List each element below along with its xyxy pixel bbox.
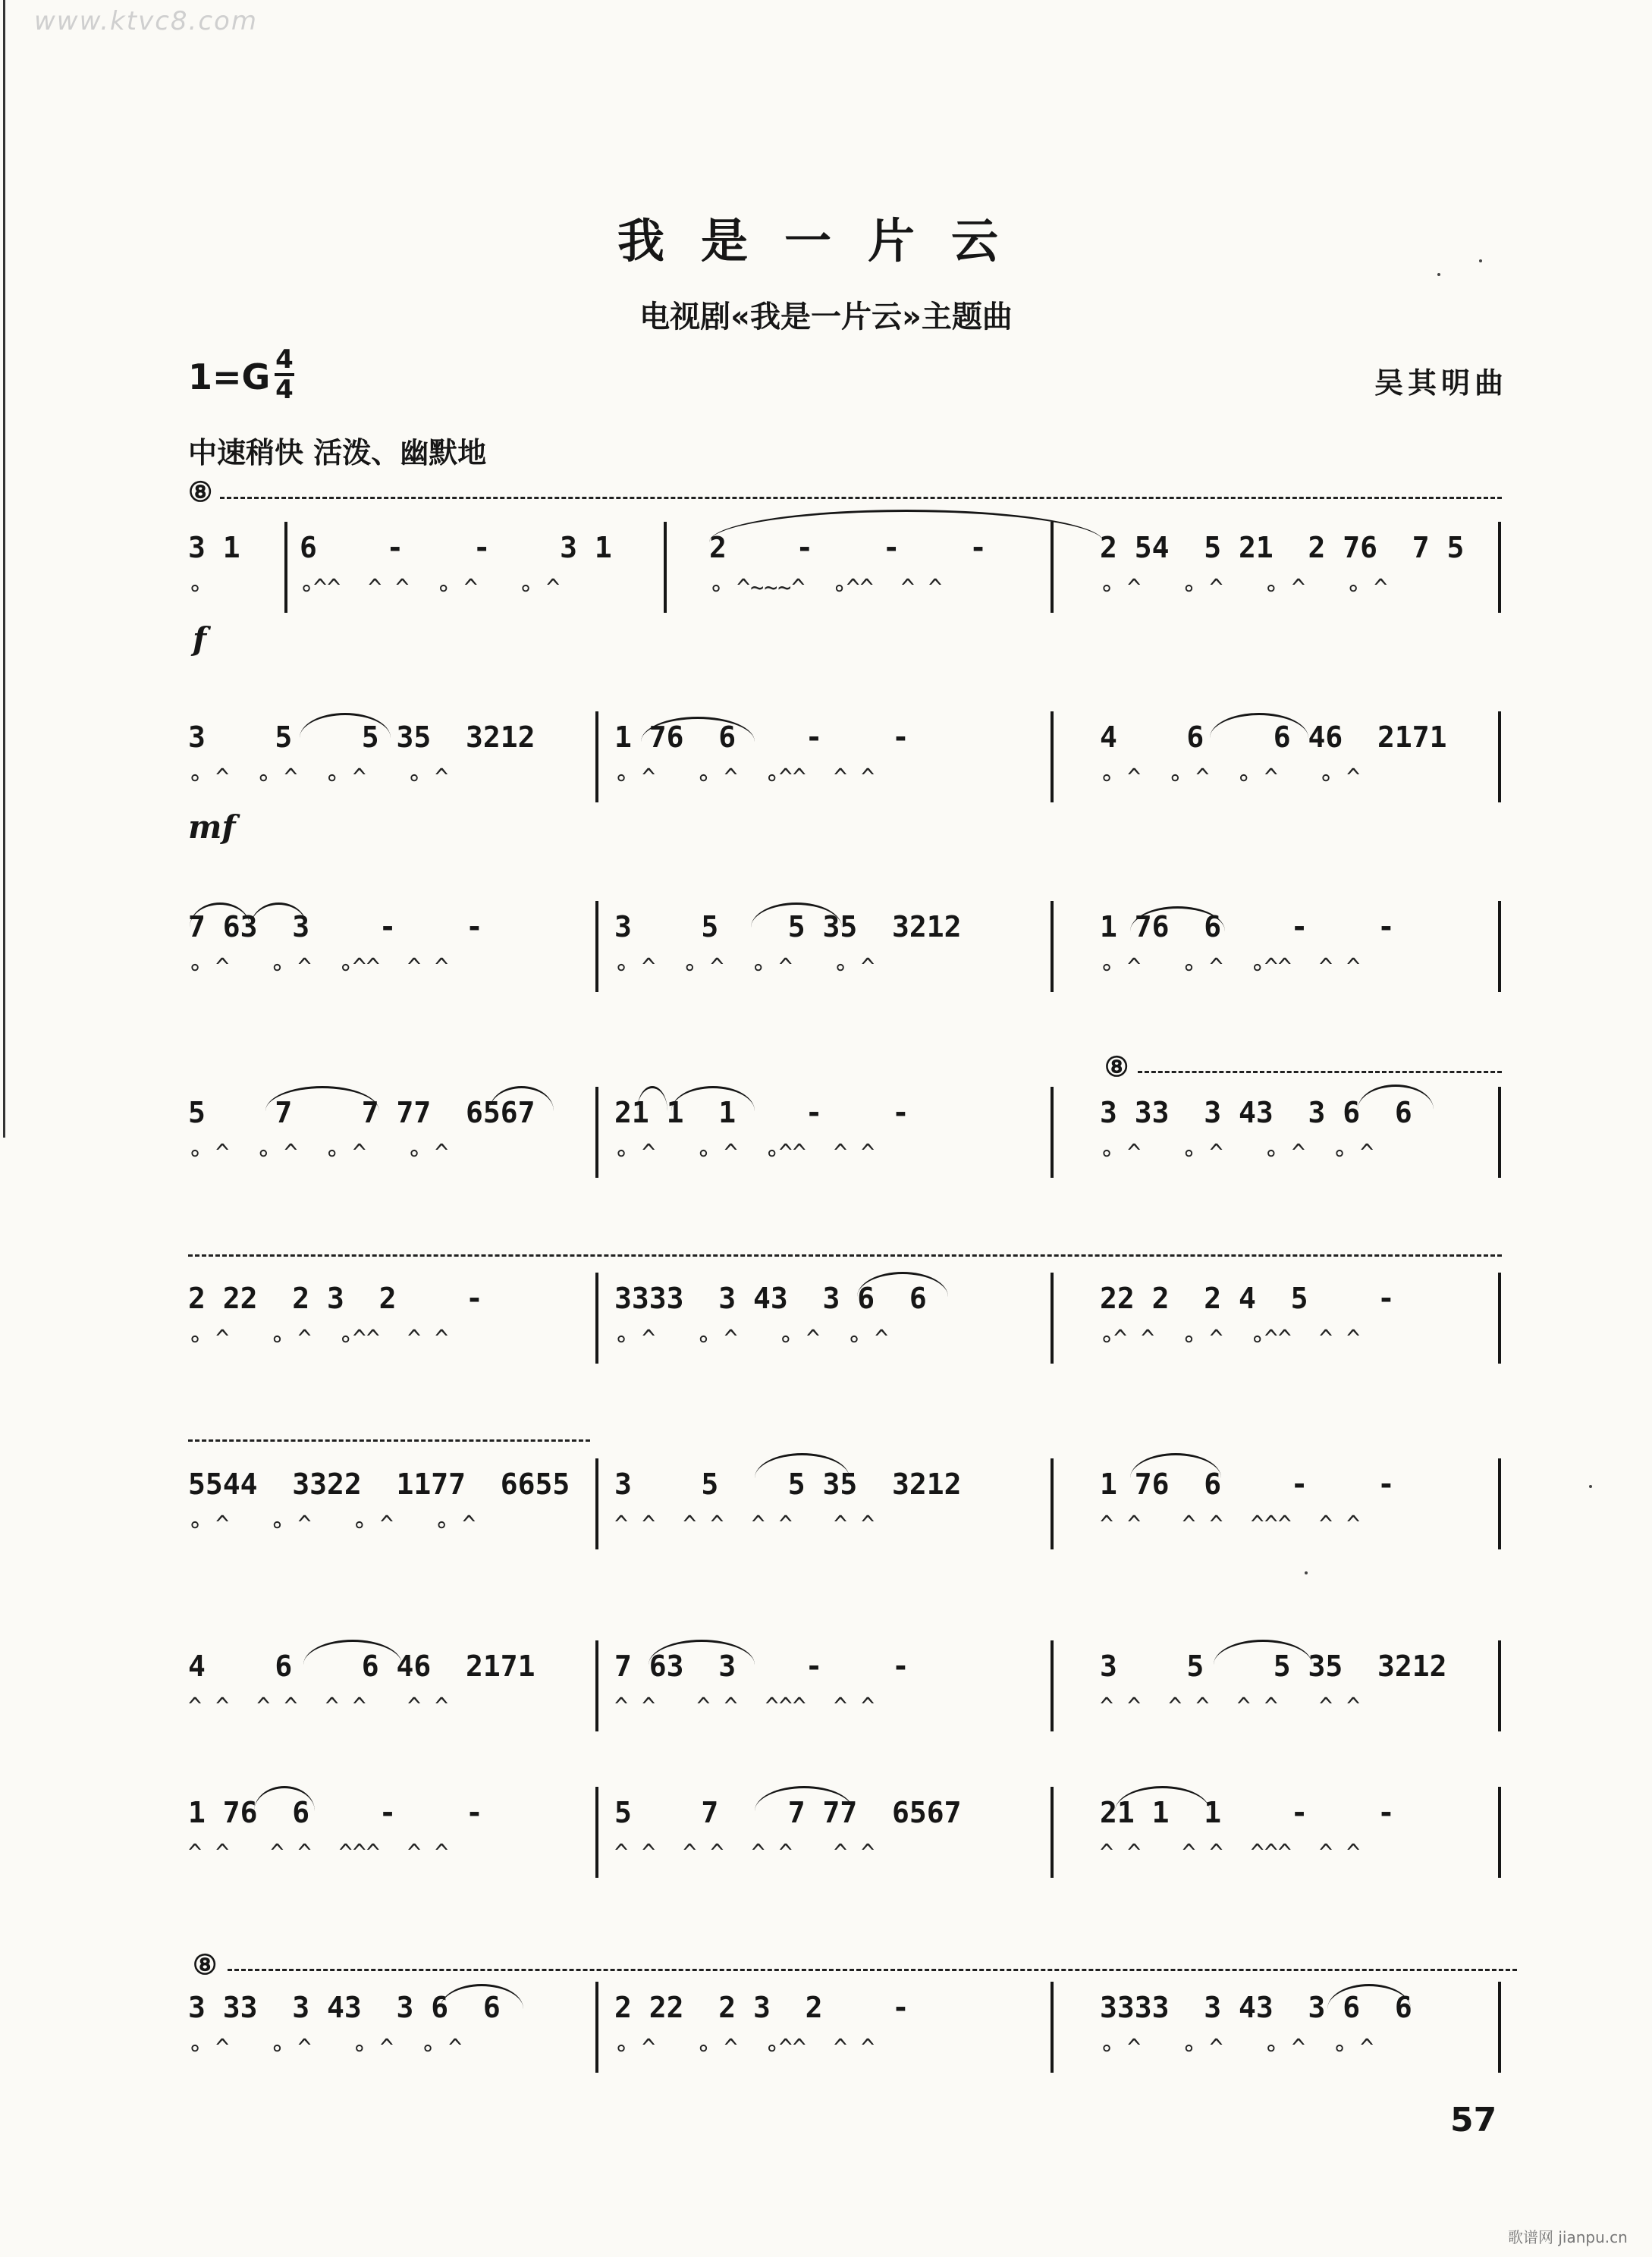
barline (595, 1640, 598, 1731)
measure-notes: 2 54 5 21 2 76 7 5 (1100, 531, 1465, 564)
barline (284, 522, 287, 613)
barline (595, 1982, 598, 2073)
measure-notes: 1 76 6 - - (1100, 1468, 1395, 1501)
ottava-sign: ⑧ (1104, 1051, 1129, 1083)
barline (1051, 1458, 1054, 1549)
measure-articulation: ∘^^ ^ ^ ∘ ^ ∘ ^ (300, 575, 561, 601)
barline (595, 711, 598, 802)
measure-notes: 3 33 3 43 3 6 6 (1100, 1096, 1412, 1129)
measure-articulation: ∘ ^ ∘ ^ ∘ ^ ∘ ^ (614, 954, 875, 981)
key-signature: 1=G (188, 356, 271, 397)
measure-notes: 4 6 6 46 2171 (1100, 720, 1447, 754)
ottava-line (188, 1439, 590, 1442)
measure-articulation: ∘ ^ ∘ ^ ∘ ^ ∘ ^ (614, 1326, 889, 1352)
measure-notes: 7 63 3 - - (614, 1650, 909, 1683)
measure-articulation: ^ ^ ^ ^ ^^^ ^ ^ (614, 1694, 875, 1720)
measure-notes: 3 5 5 35 3212 (1100, 1650, 1447, 1683)
ottava-sign: ⑧ (193, 1949, 218, 1981)
barline (1498, 901, 1501, 992)
measure-notes: 4 6 6 46 2171 (188, 1650, 535, 1683)
measure-notes: 7 63 3 - - (188, 910, 483, 943)
measure-notes: 5 7 7 77 6567 (614, 1796, 962, 1829)
barline (1051, 522, 1054, 613)
measure-articulation: ∘ ^ ∘ ^ ∘ ^ ∘ ^ (1100, 764, 1361, 791)
barline (1498, 1787, 1501, 1878)
barline (595, 1087, 598, 1178)
measure-notes: 3 1 (188, 531, 240, 564)
measure-notes: 2 22 2 3 2 - (614, 1991, 909, 2024)
barline (1051, 1787, 1054, 1878)
ottava-line (1138, 1071, 1502, 1073)
measure-articulation: ∘ ^ ∘ ^ ∘ ^ ∘ ^ (1100, 575, 1388, 601)
ottava-line (188, 1254, 1502, 1257)
tempo-marking: 中速稍快 活泼、幽默地 (188, 436, 487, 469)
measure-articulation: ∘ (188, 575, 203, 601)
measure-notes: 1 76 6 - - (188, 1796, 483, 1829)
song-subtitle: 电视剧«我是一片云»主题曲 (639, 300, 1013, 334)
measure-notes: 5544 3322 1177 6655 (188, 1468, 570, 1501)
measure-notes: 5 7 7 77 6567 (188, 1096, 535, 1129)
paper-speck (1305, 1571, 1308, 1574)
barline (1051, 1982, 1054, 2073)
composer: 吴其明曲 (1374, 366, 1508, 400)
measure-notes: 3 5 5 35 3212 (614, 1468, 962, 1501)
measure-articulation: ∘ ^~~~^ ∘^^ ^ ^ (709, 575, 943, 601)
measure-notes: 1 76 6 - - (1100, 910, 1395, 943)
barline (1498, 1273, 1501, 1364)
measure-articulation: ∘ ^ ∘ ^ ∘ ^ ∘ ^ (1100, 2035, 1374, 2061)
measure-articulation: ^ ^ ^ ^ ^ ^ ^ ^ (188, 1694, 449, 1720)
page-left-edge (3, 0, 5, 1138)
paper-speck (1437, 273, 1440, 276)
measure-notes: 3 5 5 35 3212 (614, 910, 962, 943)
measure-notes: 2 - - - (709, 531, 988, 564)
measure-articulation: ∘ ^ ∘ ^ ∘ ^ ∘ ^ (188, 1511, 476, 1538)
barline (1498, 1982, 1501, 2073)
barline (595, 901, 598, 992)
measure-notes: 6 - - 3 1 (300, 531, 612, 564)
barline (595, 1273, 598, 1364)
paper-speck (1479, 259, 1482, 262)
measure-notes: 21 1 1 - - (614, 1096, 909, 1129)
measure-notes: 2 22 2 3 2 - (188, 1282, 483, 1315)
measure-articulation: ∘ ^ ∘ ^ ∘^^ ^ ^ (614, 1140, 875, 1166)
measure-articulation: ∘ ^ ∘ ^ ∘^^ ^ ^ (1100, 954, 1361, 981)
measure-notes: 21 1 1 - - (1100, 1796, 1395, 1829)
measure-articulation: ∘ ^ ∘ ^ ∘^^ ^ ^ (188, 1326, 449, 1352)
measure-articulation: ∘ ^ ∘ ^ ∘ ^ ∘ ^ (188, 1140, 449, 1166)
time-signature (273, 346, 296, 403)
barline (1051, 1087, 1054, 1178)
barline (1051, 711, 1054, 802)
measure-notes: 1 76 6 - - (614, 720, 909, 754)
measure-notes: 22 2 2 4 5 - (1100, 1282, 1395, 1315)
measure-articulation: ^ ^ ^ ^ ^ ^ ^ ^ (1100, 1694, 1361, 1720)
measure-articulation: ∘^ ^ ∘ ^ ∘^^ ^ ^ (1100, 1326, 1361, 1352)
barline (595, 1458, 598, 1549)
barline (1051, 901, 1054, 992)
song-title: 我是一片云 (617, 213, 1035, 268)
measure-notes: 3333 3 43 3 6 6 (614, 1282, 927, 1315)
dynamic-forte: f (193, 620, 207, 658)
dynamic-mezzo-forte: mf (188, 808, 236, 846)
measure-articulation: ^ ^ ^ ^ ^^^ ^ ^ (1100, 1840, 1361, 1866)
ottava-line (220, 497, 1502, 499)
measure-notes: 3 5 5 35 3212 (188, 720, 535, 754)
footer-watermark: 歌谱网 jianpu.cn (1508, 2228, 1628, 2246)
measure-notes: 3333 3 43 3 6 6 (1100, 1991, 1412, 2024)
measure-articulation: ^ ^ ^ ^ ^ ^ ^ ^ (614, 1511, 875, 1538)
measure-articulation: ∘ ^ ∘ ^ ∘^^ ^ ^ (188, 954, 449, 981)
measure-articulation: ^ ^ ^ ^ ^ ^ ^ ^ (614, 1840, 875, 1866)
barline (1498, 711, 1501, 802)
barline (595, 1787, 598, 1878)
watermark: www.ktvc8.com (34, 6, 258, 36)
page-number: 57 (1450, 2101, 1497, 2139)
barline (1051, 1640, 1054, 1731)
time-signature-top: 4 (275, 344, 294, 375)
measure-articulation: ∘ ^ ∘ ^ ∘ ^ ∘ ^ (1100, 1140, 1374, 1166)
measure-articulation: ∘ ^ ∘ ^ ∘ ^ ∘ ^ (188, 2035, 463, 2061)
measure-notes: 3 33 3 43 3 6 6 (188, 1991, 501, 2024)
barline (1498, 1087, 1501, 1178)
ottava-line (228, 1969, 1517, 1971)
barline (1498, 1640, 1501, 1731)
time-signature-bottom: 4 (275, 375, 294, 405)
measure-articulation: ^ ^ ^ ^ ^^^ ^ ^ (1100, 1511, 1361, 1538)
barline (664, 522, 667, 613)
measure-articulation: ^ ^ ^ ^ ^^^ ^ ^ (188, 1840, 449, 1866)
barline (1051, 1273, 1054, 1364)
paper-speck (1589, 1485, 1592, 1488)
barline (1498, 522, 1501, 613)
measure-articulation: ∘ ^ ∘ ^ ∘ ^ ∘ ^ (188, 764, 449, 791)
measure-articulation: ∘ ^ ∘ ^ ∘^^ ^ ^ (614, 764, 875, 791)
barline (1498, 1458, 1501, 1549)
ottava-sign: ⑧ (188, 476, 213, 508)
measure-articulation: ∘ ^ ∘ ^ ∘^^ ^ ^ (614, 2035, 875, 2061)
